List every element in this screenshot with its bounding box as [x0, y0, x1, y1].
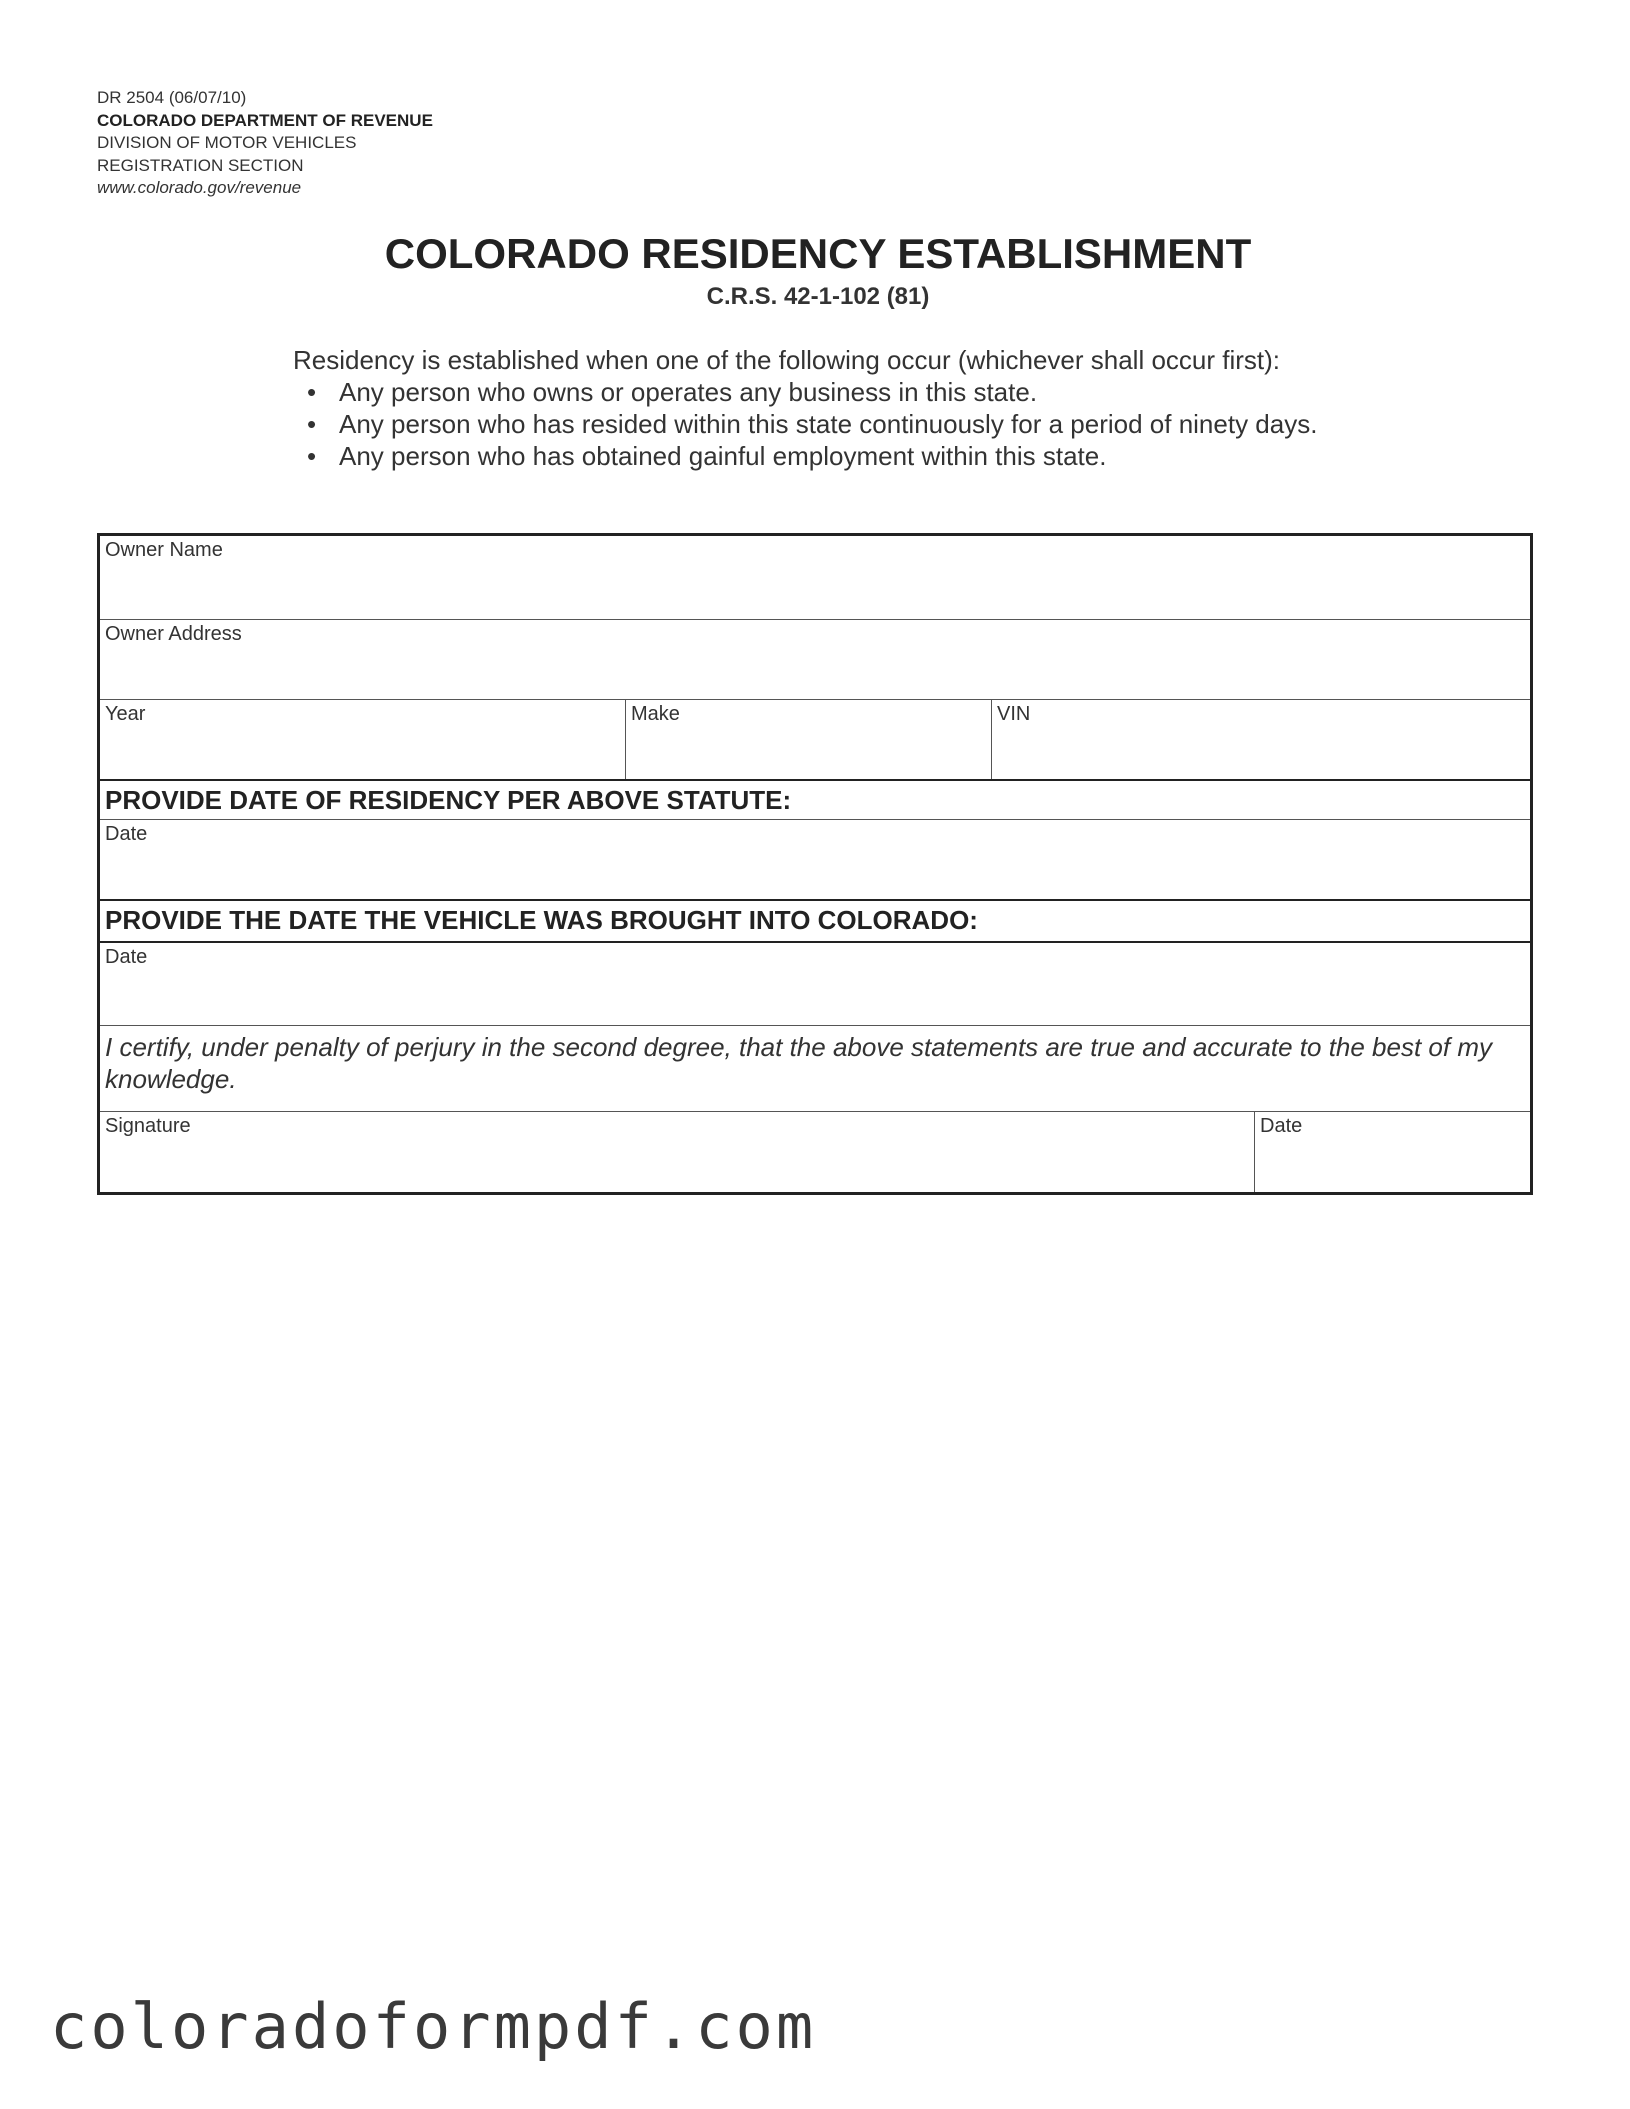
signature-date-label: Date — [1260, 1115, 1303, 1137]
make-label: Make — [631, 703, 680, 725]
department-name: COLORADO DEPARTMENT OF REVENUE — [97, 110, 433, 130]
vehicle-heading: PROVIDE THE DATE THE VEHICLE WAS BROUGHT INTO COLORADO: — [105, 905, 978, 935]
residency-heading-row — [100, 781, 1530, 820]
residency-date-label: Date — [105, 823, 148, 845]
certification-row — [100, 1026, 1530, 1112]
residency-form — [97, 533, 1533, 1195]
statute-reference: C.R.S. 42-1-102 (81) — [706, 283, 930, 310]
vin-label: VIN — [997, 703, 1031, 725]
watermark-text: coloradoformpdf.com — [50, 1990, 817, 2063]
bullet-icon: • — [307, 409, 317, 439]
page-title: COLORADO RESIDENCY ESTABLISHMENT — [384, 230, 1252, 277]
residency-heading: PROVIDE DATE OF RESIDENCY PER ABOVE STATUTE: — [105, 785, 792, 815]
owner-name-label: Owner Name — [105, 539, 223, 561]
signature-field[interactable] — [100, 1112, 1254, 1192]
form-header — [97, 87, 433, 200]
criteria-list — [293, 376, 1317, 472]
signature-label: Signature — [105, 1115, 191, 1137]
vehicle-date-field[interactable] — [100, 943, 1530, 1026]
year-label: Year — [105, 703, 146, 725]
form-number: DR 2504 (06/07/10) — [97, 88, 247, 107]
website-link[interactable]: www.colorado.gov/revenue — [97, 178, 302, 197]
year-field[interactable] — [100, 700, 625, 779]
vehicle-info-row — [100, 700, 1530, 781]
signature-row — [100, 1112, 1530, 1192]
vin-field[interactable] — [991, 700, 1530, 779]
owner-address-label: Owner Address — [105, 623, 242, 645]
criteria-text: Any person who has resided within this state continuously for a period of ninety days. — [339, 409, 1318, 439]
certification-text: I certify, under penalty of perjury in the second degree, that the above statements are true and accurate to the best of my knowledge. — [105, 1032, 1492, 1094]
residency-criteria — [293, 344, 1317, 472]
division-name: DIVISION OF MOTOR VEHICLES — [97, 133, 357, 152]
list-item — [293, 376, 1317, 408]
criteria-lead: Residency is established when one of the following occur (whichever shall occur first): — [293, 345, 1281, 375]
section-name: REGISTRATION SECTION — [97, 155, 304, 175]
list-item — [293, 408, 1317, 440]
bullet-icon: • — [307, 441, 317, 471]
vehicle-date-label: Date — [105, 946, 148, 968]
signature-date-field[interactable] — [1254, 1112, 1530, 1192]
owner-address-field[interactable] — [100, 620, 1530, 700]
bullet-icon: • — [307, 377, 317, 407]
make-field[interactable] — [625, 700, 991, 779]
criteria-text: Any person who has obtained gainful employment within this state. — [339, 441, 1107, 471]
owner-name-field[interactable] — [100, 536, 1530, 620]
residency-date-field[interactable] — [100, 820, 1530, 901]
vehicle-heading-row — [100, 901, 1530, 943]
criteria-text: Any person who owns or operates any business in this state. — [339, 377, 1038, 407]
list-item — [293, 440, 1317, 472]
